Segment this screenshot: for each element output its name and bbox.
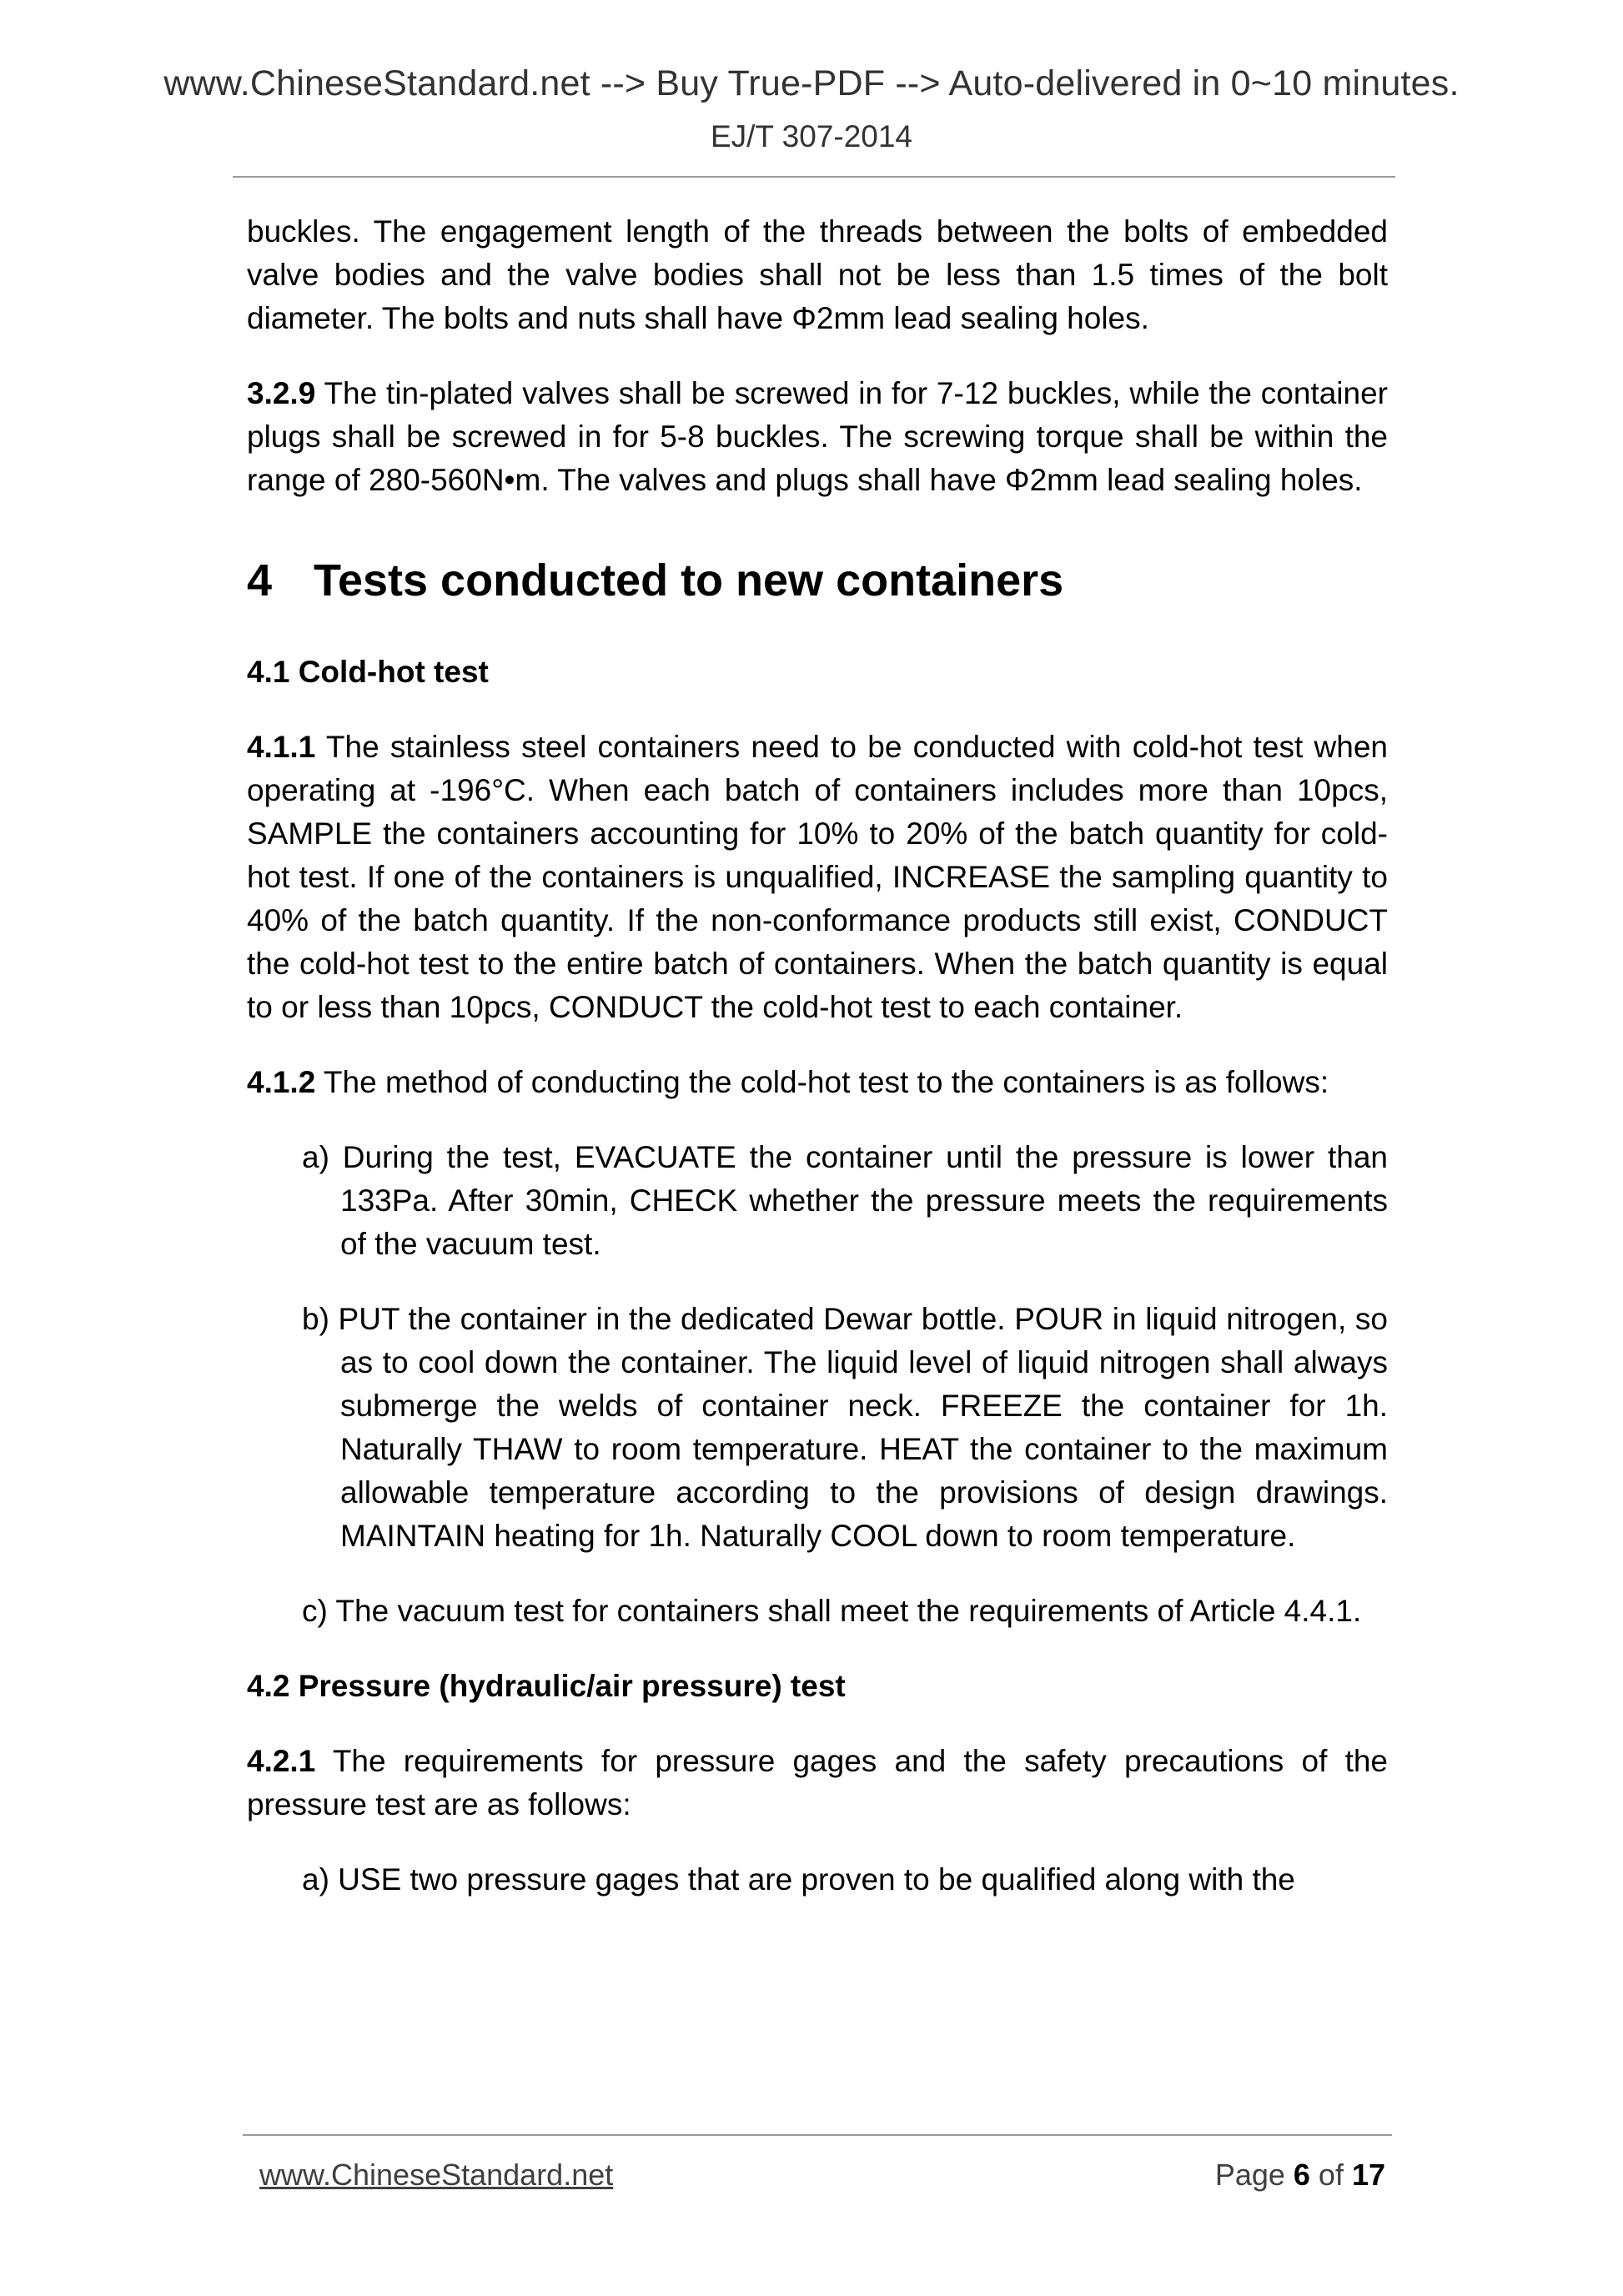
- header-standard-code: EJ/T 307-2014: [710, 119, 913, 153]
- clause-3-2-9: [247, 372, 1388, 502]
- footer-divider: [243, 2134, 1392, 2136]
- clause-text: The tin-plated valves shall be screwed in for 7-12 buckles, while the container plugs shall be screwed in for 5-8 buckles. The screwing torque shall be within the range of 280-560N•m. The valves and plugs shall have Φ2mm lead sealing holes.: [247, 376, 1388, 497]
- clause-4-2-1: [247, 1740, 1388, 1826]
- subsection-heading-4-1: 4.1 Cold-hot test: [247, 655, 489, 689]
- page-total: 17: [1351, 2158, 1385, 2192]
- of-word: of: [1309, 2158, 1352, 2192]
- footer-site-link[interactable]: www.ChineseStandard.net: [259, 2158, 614, 2192]
- page-indicator: [1215, 2158, 1385, 2193]
- page-number: 6: [1293, 2158, 1310, 2192]
- section-number: 4: [247, 555, 273, 605]
- page-content: [247, 210, 1388, 1933]
- clause-4-1-1: [247, 726, 1388, 1029]
- list-item-c: c) The vacuum test for containers shall meet the requirements of Article 4.4.1.: [302, 1594, 1362, 1628]
- header-divider: [233, 176, 1395, 178]
- paragraph-continuation: buckles. The engagement length of the threads between the bolts of embedded valve bodies and the valve bodies shall not be less than 1.5 times of the bolt diameter. The bolts and nuts shall have Φ2mm lead sealing holes.: [247, 214, 1388, 335]
- clause-text: The requirements for pressure gages and the safety precautions of the pressure test are as follows:: [247, 1744, 1388, 1821]
- section-heading-4: [247, 554, 1388, 607]
- list-item-a-pressure: a) USE two pressure gages that are proven to be qualified along with the: [302, 1862, 1295, 1897]
- section-title: Tests conducted to new containers: [314, 555, 1064, 605]
- header-site-banner: www.ChineseStandard.net --> Buy True-PDF --> Auto-delivered in 0~10 minutes.: [163, 63, 1460, 103]
- clause-number: 4.1.2: [247, 1065, 316, 1099]
- clause-text: The stainless steel containers need to be conducted with cold-hot test when operating at -196°C. When each batch of containers includes more than 10pcs, SAMPLE the containers accounting for 10% to 20% of the batch quantity for cold-hot test. If one of the containers is unqualified, INCREASE the sampling quantity to 40% of the batch quantity. If the non-conformance products still exist, CONDUCT the cold-hot test to the entire batch of containers. When the batch quantity is equal to or less than 10pcs, CONDUCT the cold-hot test to each container.: [247, 730, 1388, 1024]
- clause-number: 4.1.1: [247, 730, 316, 764]
- clause-text: The method of conducting the cold-hot test to the containers is as follows:: [315, 1065, 1329, 1099]
- list-item-b: b) PUT the container in the dedicated Dewar bottle. POUR in liquid nitrogen, so as to cool down the container. The liquid level of liquid nitrogen shall always submerge the welds of container neck. FREEZE the container for 1h. Naturally THAW to room temperature. HEAT the container to the maximum allowable temperature according to the provisions of design drawings. MAINTAIN heating for 1h. Naturally COOL down to room temperature.: [302, 1302, 1388, 1553]
- page-word: Page: [1214, 2158, 1294, 2192]
- clause-4-1-2: [247, 1061, 1388, 1104]
- clause-number: 4.2.1: [247, 1744, 316, 1778]
- clause-number: 3.2.9: [247, 376, 316, 410]
- list-item-a: a) During the test, EVACUATE the container until the pressure is lower than 133Pa. After 30min, CHECK whether the pressure meets the requirements of the vacuum test.: [302, 1140, 1388, 1261]
- subsection-heading-4-2: 4.2 Pressure (hydraulic/air pressure) test: [247, 1669, 846, 1703]
